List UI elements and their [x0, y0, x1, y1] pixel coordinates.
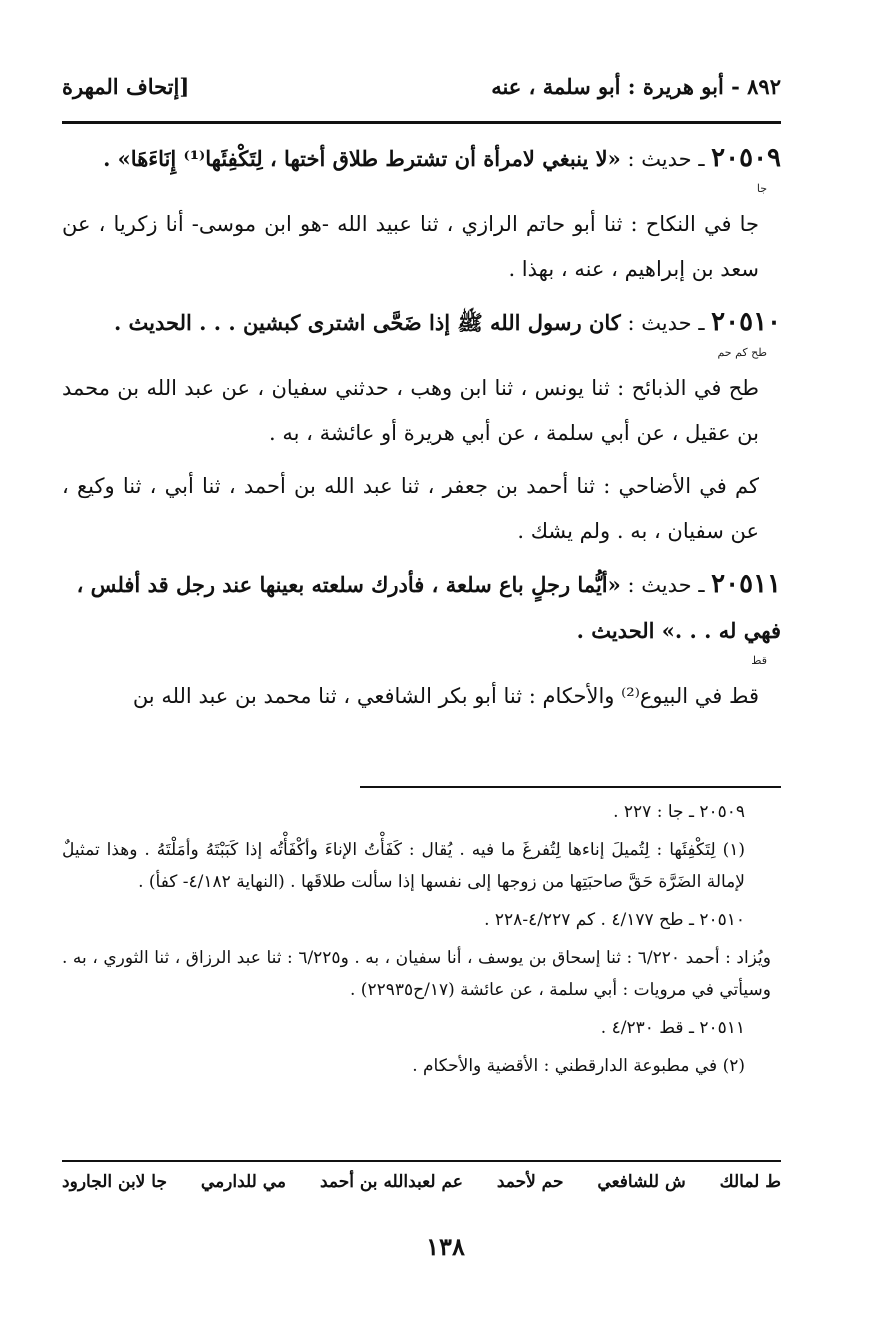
hadith-text: «لا ينبغي لامرأة أن تشترط طلاق أختها ، لِتَكْفِئَها⁽¹⁾ إِنَاءَهَا» .: [103, 146, 621, 171]
legend-item: حم لأحمد: [496, 1172, 564, 1192]
footnote-line: ٢٠٥١٠ ـ طح ٤/١٧٧ . كم ٤/٢٢٧-٢٢٨ .: [484, 910, 745, 930]
footnote-line: (٢) في مطبوعة الدارقطني : الأقضية والأحكام .: [412, 1056, 745, 1076]
hadith-entry: [62, 562, 781, 668]
isnad-paragraph: قط في البيوع⁽²⁾ والأحكام : ثنا أبو بكر الشافعي ، ثنا محمد بن عبد الله بن: [132, 684, 759, 708]
legend-item: ش للشافعي: [597, 1172, 686, 1192]
legend-item: ط لمالك: [719, 1172, 781, 1192]
footnote-rule: [360, 786, 781, 788]
main-text: [62, 136, 781, 727]
isnad-paragraph: كم في الأضاحي : ثنا أحمد بن جعفر ، ثنا عبد الله بن أحمد ، ثنا أبي ، ثنا وكيع ، عن سفيان ، به . ولم يشك .: [62, 474, 759, 543]
hadith-text: «أيُّما رجلٍ باع سلعة ، فأدرك سلعته بعينها عند رجل قد أفلس ، فهي له . . .» الحديث .: [76, 572, 781, 643]
entry-intro: ـ حديث :: [620, 573, 712, 597]
footnotes: [62, 796, 771, 1088]
source-sigla: قط: [751, 654, 767, 667]
legend-item: عم لعبدالله بن أحمد: [319, 1172, 463, 1192]
footnote-line: ويُزاد : أحمد ٦/٢٢٠ : ثنا إسحاق بن يوسف ، أنا سفيان ، به . و٦/٢٢٥ : ثنا عبد الرزاق ، ثنا الثوري ، به . وسيأتي في مرويات : أبي سلمة ، عن عائشة (١٧/ح٢٢٩٣٥) .: [62, 948, 771, 1000]
sigla-legend: [62, 1172, 781, 1206]
hadith-entry: [62, 136, 781, 196]
isnad-paragraph: جا في النكاح : ثنا أبو حاتم الرازي ، ثنا عبيد الله -هو ابن موسى- أنا زكريا ، عن سعد بن إبراهيم ، عنه ، بهذا .: [62, 212, 759, 281]
entry-number: ٢٠٥١٠: [711, 307, 781, 337]
footnote-line: (١) لِتَكْفِئَها : لِتُميلَ إناءها لِتُفرغَ ما فيه . يُقال : كَفَأْتُ الإناءَ وأكْفَأْتُه إذا كَبَبْتَهُ وأمَلْتَهُ . وهذا تمثيلٌ لإمالة الضَرَّة حَقَّ صاحبَتِها من زوجها إلى نفسها إذا سألت طلاقَها . (النهاية ٤/١٨٢- كفأ) .: [62, 840, 745, 892]
footnote-line: ٢٠٥١١ ـ قط ٤/٢٣٠ .: [600, 1018, 745, 1038]
hadith-entry: [62, 300, 781, 360]
isnad-paragraph: طح في الذبائح : ثنا يونس ، ثنا ابن وهب ، حدثني سفيان ، عن عبد الله بن محمد بن عقيل ، عن أبي سلمة ، عن أبي هريرة أو عائشة ، به .: [62, 376, 759, 445]
entry-number: ٢٠٥١١: [711, 569, 781, 599]
source-sigla: جا: [756, 182, 767, 195]
page-number: ١٣٨: [426, 1232, 465, 1261]
header-running-title: ٨٩٢ - أبو هريرة : أبو سلمة ، عنه: [491, 73, 781, 99]
legend-item: جا لابن الجارود: [62, 1172, 167, 1192]
entry-intro: ـ حديث :: [620, 311, 712, 335]
footnote-line: ٢٠٥٠٩ ـ جا : ٢٢٧ .: [613, 802, 745, 822]
entry-intro: ـ حديث :: [620, 147, 712, 171]
header-book-title: [إتحاف المهرة: [62, 73, 190, 99]
header-rule: [62, 121, 781, 124]
page-header: [62, 68, 781, 104]
entry-number: ٢٠٥٠٩: [711, 143, 781, 173]
source-sigla: طح كم حم: [717, 346, 767, 359]
legend-rule: [62, 1160, 781, 1162]
hadith-text: كان رسول الله ﷺ إذا ضَحَّى اشترى كبشين . . . الحديث .: [113, 310, 621, 335]
legend-item: مي للدارمي: [200, 1172, 287, 1192]
